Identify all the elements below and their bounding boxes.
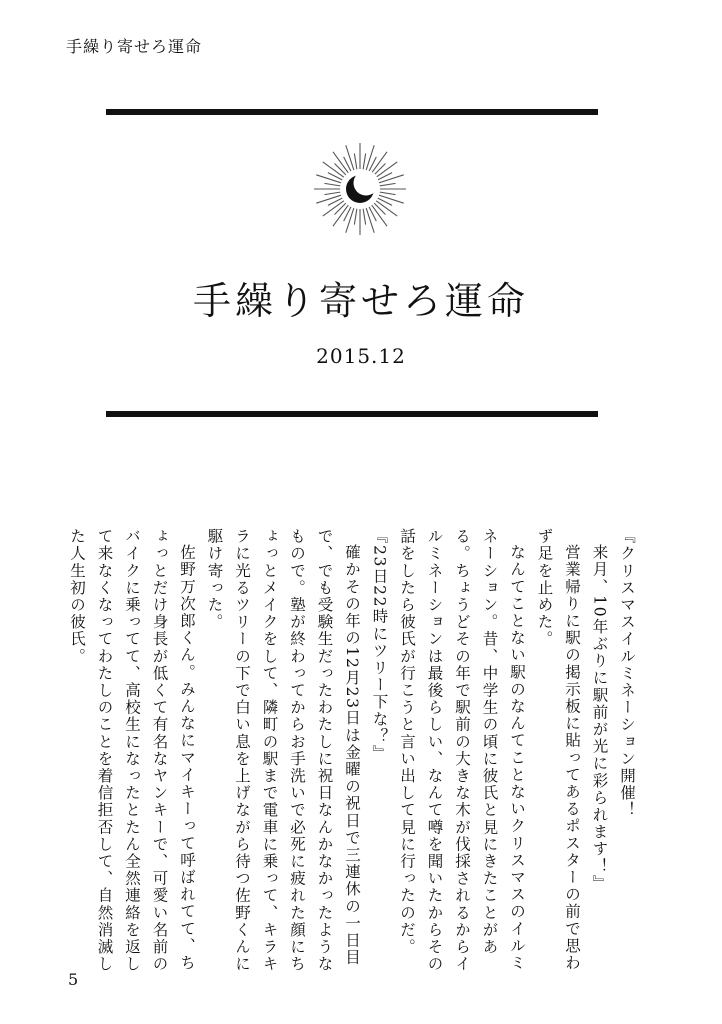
- emblem-ray: [354, 209, 357, 225]
- body-paragraph: 佐野万次郎くん。みんなにマイキーって呼ばれてて、ちょっとだけ身長が低くて有名なヤンキーで、可愛い名前のバイクに乗ってて、高校生になったとたん全然連絡を返して来なくなってわたしのことを着信拒否して、自然消滅した人生初の彼氏。: [68, 528, 196, 973]
- emblem-ray: [346, 145, 354, 170]
- body-paragraph: なんてことない駅のなんてことないクリスマスのイルミネーション。昔、中学生の頃に彼氏と見にきたことがある。ちょうどその年で駅前の大きな木が伐採されるからイルミネーションは最後らしい、なんて噂を聞いたからその話をしたら彼氏が行こうと言い出して見に行ったのだ。: [398, 528, 526, 973]
- body-paragraph: 『23日22時にツリー下な？』: [370, 528, 389, 762]
- emblem-ray: [380, 192, 396, 195]
- emblem-ray: [380, 183, 396, 186]
- emblem-ray: [316, 175, 341, 183]
- emblem-ray: [363, 153, 366, 169]
- body-paragraph: 『クリスマスイルミネーション開催！: [618, 528, 636, 819]
- running-header-title: 手繰り寄せろ運命: [66, 37, 203, 56]
- emblem-ray: [379, 175, 404, 183]
- emblem-ray: [363, 209, 366, 225]
- emblem-ray: [374, 203, 385, 214]
- emblem-ray: [374, 164, 385, 175]
- emblem-ray: [316, 195, 341, 203]
- crescent-moon-with-rays-icon: [300, 143, 420, 243]
- emblem-ray: [335, 203, 346, 214]
- page-number: 5: [68, 970, 79, 989]
- top-rule-divider: [106, 109, 598, 115]
- emblem-ray: [354, 153, 357, 169]
- body-paragraph: 来月、10年ぶりに駅前が光に彩られます！』: [590, 543, 609, 892]
- emblem-ray: [379, 195, 404, 203]
- body-paragraph: 確かその年の12月23日は金曜の祝日で三連休の一日目で、でも受験生だったわたしに祝日なんかなかったようなもので。塾が終わってからお手洗いで必死に疲れた顔にちょっとメイクをして、隣町の駅まで電車に乗って、キラキラに光るツリーの下で白い息を上げながら待つ佐野くんに駆け寄った。: [205, 528, 361, 973]
- body-paragraph: 営業帰りに駅の掲示板に貼ってあるポスターの前で思わず足を止めた。: [535, 528, 581, 971]
- emblem-ray: [324, 183, 340, 186]
- emblem-ray: [366, 208, 374, 233]
- chapter-date: 2015.12: [316, 344, 406, 368]
- emblem-ray: [346, 208, 354, 233]
- chapter-title: 手繰り寄せろ運命: [192, 279, 529, 323]
- emblem-ray: [335, 164, 346, 175]
- emblem-ray: [366, 145, 374, 170]
- bottom-rule-divider: [106, 411, 598, 417]
- vertical-body-text: [58, 528, 640, 983]
- emblem-ray: [324, 192, 340, 195]
